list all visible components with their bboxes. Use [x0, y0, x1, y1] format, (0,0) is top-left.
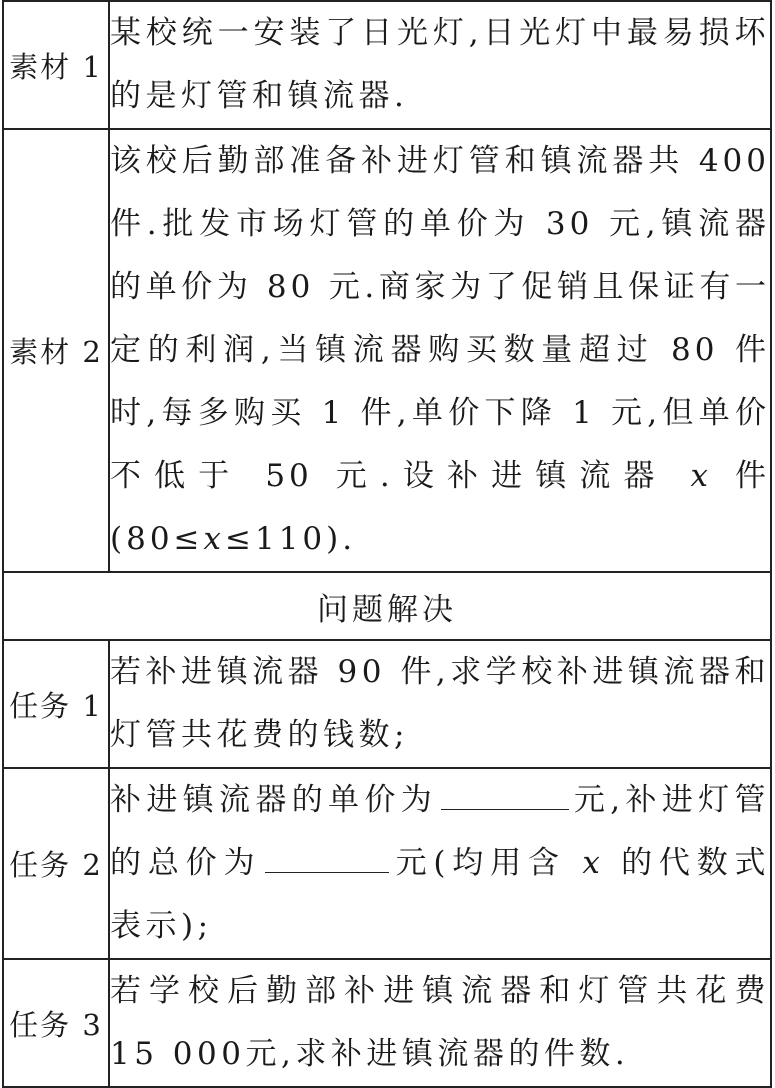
task-1-text: 若补进镇流器 90 件,求学校补进镇流器和灯管共花费的钱数;: [109, 640, 771, 768]
task-2-text: [109, 768, 771, 959]
task-2-text-d: 的代数式表示);: [110, 845, 771, 944]
material-2-text-a: 该校后勤部准备补进灯管和镇流器共 400 件.批发市场灯管的单价为 30 元,镇流器的单价为 80 元.商家为了促销且保证有一定的利润,当镇流器购买数量超过 80 件时,每多购买 1 件,单价下降 1 元,但单价不低于 50 元.设补进镇流器: [110, 143, 770, 494]
material-1-text: 某校统一安装了日光灯,日光灯中最易损坏的是灯管和镇流器.: [109, 1, 771, 129]
material-2-var-x2: x: [203, 521, 225, 557]
material-2-var-x: x: [690, 458, 713, 494]
task-2-text-b: 元,补进灯管的总价为: [110, 782, 771, 881]
answer-blank-unit-price[interactable]: [441, 775, 569, 810]
material-1-row: [3, 1, 771, 129]
task-1-label: 任务 1: [3, 640, 109, 768]
task-3-label: 任务 3: [3, 959, 109, 1087]
task-1-row: [3, 640, 771, 768]
material-2-label: 素材 2: [3, 129, 109, 572]
task-2-row: [3, 768, 771, 959]
material-2-row: [3, 129, 771, 572]
problem-table: [2, 0, 772, 1088]
answer-blank-total-price[interactable]: [265, 838, 389, 873]
material-2-text-c: ≤110).: [225, 521, 357, 557]
task-2-text-a: 补进镇流器的单价为: [110, 782, 438, 818]
task-2-text-c: 元(均用含: [393, 845, 583, 881]
section-heading-row: [3, 572, 771, 640]
section-heading: 问题解决: [3, 572, 771, 640]
task-2-var-x: x: [582, 845, 605, 881]
task-3-row: [3, 959, 771, 1087]
material-1-label: 素材 1: [3, 1, 109, 129]
task-2-label: 任务 2: [3, 768, 109, 959]
material-2-text: [109, 129, 771, 572]
material-2-text-b: 件(80≤: [110, 458, 770, 557]
task-3-text: 若学校后勤部补进镇流器和灯管共花费 15 000元,求补进镇流器的件数.: [109, 959, 771, 1087]
